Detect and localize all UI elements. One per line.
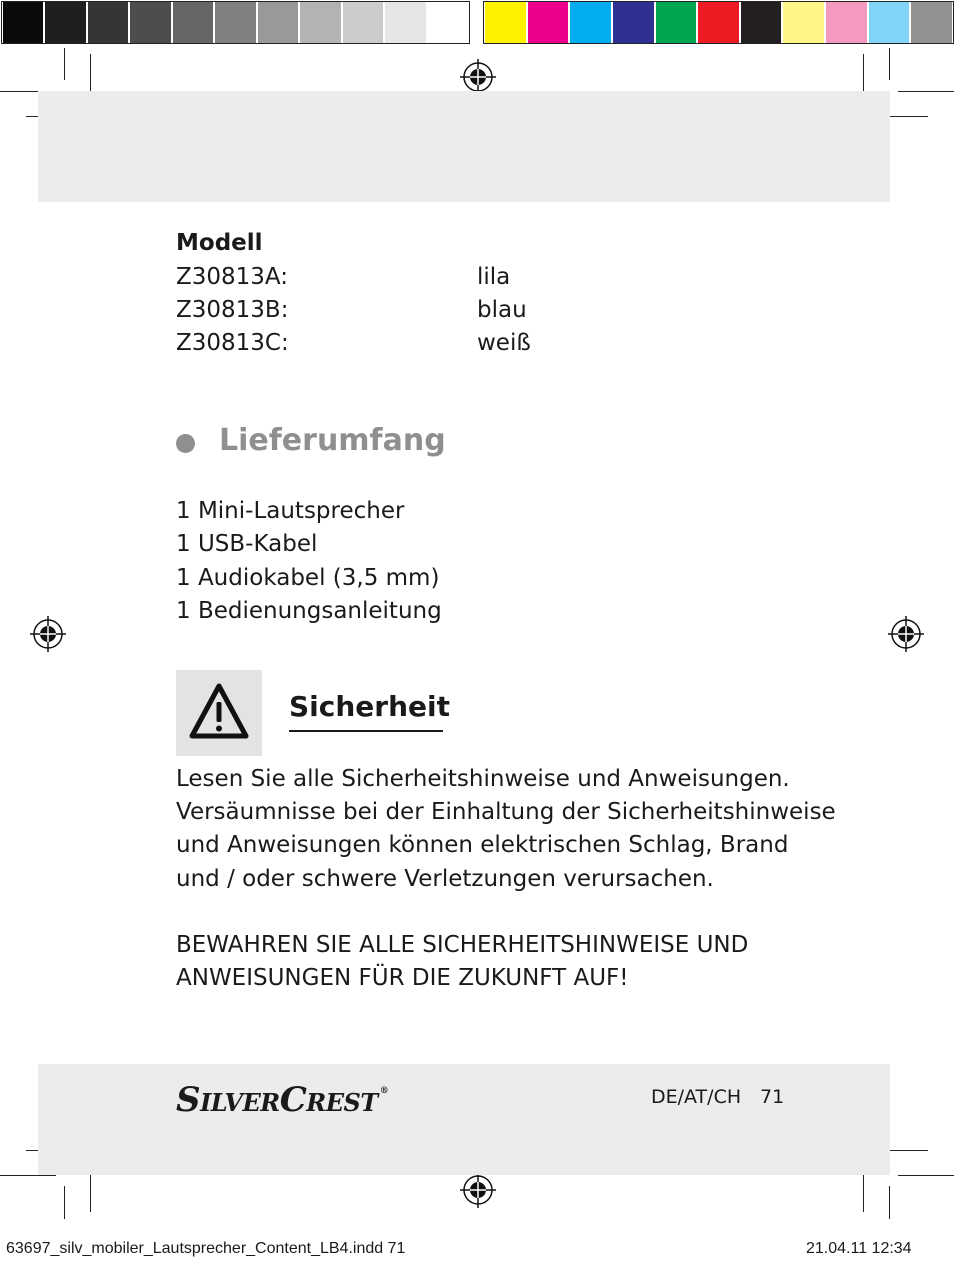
model-code: Z30813C: bbox=[176, 330, 289, 356]
paragraph-line: und / oder schwere Verletzungen verursachen. bbox=[176, 866, 714, 892]
footer-region: DE/AT/CH bbox=[651, 1086, 742, 1108]
warning-triangle-icon bbox=[176, 670, 262, 756]
slug-filename: 63697_silv_mobiler_Lautsprecher_Content_LB4.indd 71 bbox=[6, 1240, 406, 1257]
color-swatch bbox=[528, 2, 569, 43]
page-number: 71 bbox=[760, 1086, 785, 1108]
color-swatch bbox=[385, 2, 425, 43]
color-swatch bbox=[826, 2, 867, 43]
lieferumfang-heading: Lieferumfang bbox=[219, 423, 446, 458]
footer-band bbox=[38, 1064, 890, 1175]
model-color: weiß bbox=[477, 330, 531, 356]
registration-mark-icon bbox=[888, 616, 924, 652]
color-swatch bbox=[428, 2, 468, 43]
color-swatch bbox=[215, 2, 255, 43]
crop-mark bbox=[64, 48, 65, 80]
crop-mark bbox=[884, 116, 928, 117]
color-swatch bbox=[911, 2, 952, 43]
color-swatch bbox=[485, 2, 526, 43]
color-swatch bbox=[343, 2, 383, 43]
color-swatch bbox=[869, 2, 910, 43]
registration-mark-icon bbox=[460, 59, 496, 95]
crop-mark bbox=[898, 1175, 954, 1176]
crop-mark bbox=[898, 91, 954, 92]
color-swatch bbox=[656, 2, 697, 43]
registration-mark-icon bbox=[30, 616, 66, 652]
color-swatch bbox=[3, 2, 43, 43]
color-swatch bbox=[698, 2, 739, 43]
section-bullet-icon bbox=[176, 434, 195, 453]
color-swatch bbox=[88, 2, 128, 43]
crop-mark bbox=[0, 1175, 56, 1176]
list-item: 1 USB-Kabel bbox=[176, 531, 318, 557]
color-swatch bbox=[783, 2, 824, 43]
paragraph-line: Versäumnisse bei der Einhaltung der Sicherheitshinweise bbox=[176, 799, 836, 825]
color-swatch bbox=[741, 2, 782, 43]
color-swatch bbox=[570, 2, 611, 43]
silvercrest-logo: SILVERCREST ® bbox=[176, 1080, 389, 1120]
model-code: Z30813B: bbox=[176, 297, 289, 323]
color-swatch bbox=[613, 2, 654, 43]
list-item: 1 Bedienungsanleitung bbox=[176, 598, 442, 624]
paragraph-line: und Anweisungen können elektrischen Schlag, Brand bbox=[176, 832, 789, 858]
color-swatch bbox=[173, 2, 213, 43]
crop-mark bbox=[64, 1186, 65, 1219]
list-item: 1 Audiokabel (3,5 mm) bbox=[176, 565, 440, 591]
paragraph-line: Lesen Sie alle Sicherheitshinweise und Anweisungen. bbox=[176, 766, 790, 792]
model-color: lila bbox=[477, 264, 511, 290]
crop-mark bbox=[884, 1150, 928, 1151]
header-band bbox=[38, 91, 890, 202]
notice-line: BEWAHREN SIE ALLE SICHERHEITSHINWEISE UND bbox=[176, 932, 749, 958]
list-item: 1 Mini-Lautsprecher bbox=[176, 498, 405, 524]
crop-mark bbox=[889, 48, 890, 80]
warning-box bbox=[176, 670, 262, 756]
color-swatch bbox=[258, 2, 298, 43]
modell-heading: Modell bbox=[176, 230, 263, 256]
color-swatch bbox=[45, 2, 85, 43]
heading-underline bbox=[289, 730, 443, 732]
slug-datetime: 21.04.11 12:34 bbox=[806, 1240, 912, 1257]
color-swatch bbox=[300, 2, 340, 43]
model-code: Z30813A: bbox=[176, 264, 289, 290]
color-swatch bbox=[130, 2, 170, 43]
model-color: blau bbox=[477, 297, 527, 323]
crop-mark bbox=[889, 1186, 890, 1219]
sicherheit-heading: Sicherheit bbox=[289, 690, 450, 723]
notice-line: ANWEISUNGEN FÜR DIE ZUKUNFT AUF! bbox=[176, 965, 629, 991]
registration-mark-icon bbox=[460, 1172, 496, 1208]
